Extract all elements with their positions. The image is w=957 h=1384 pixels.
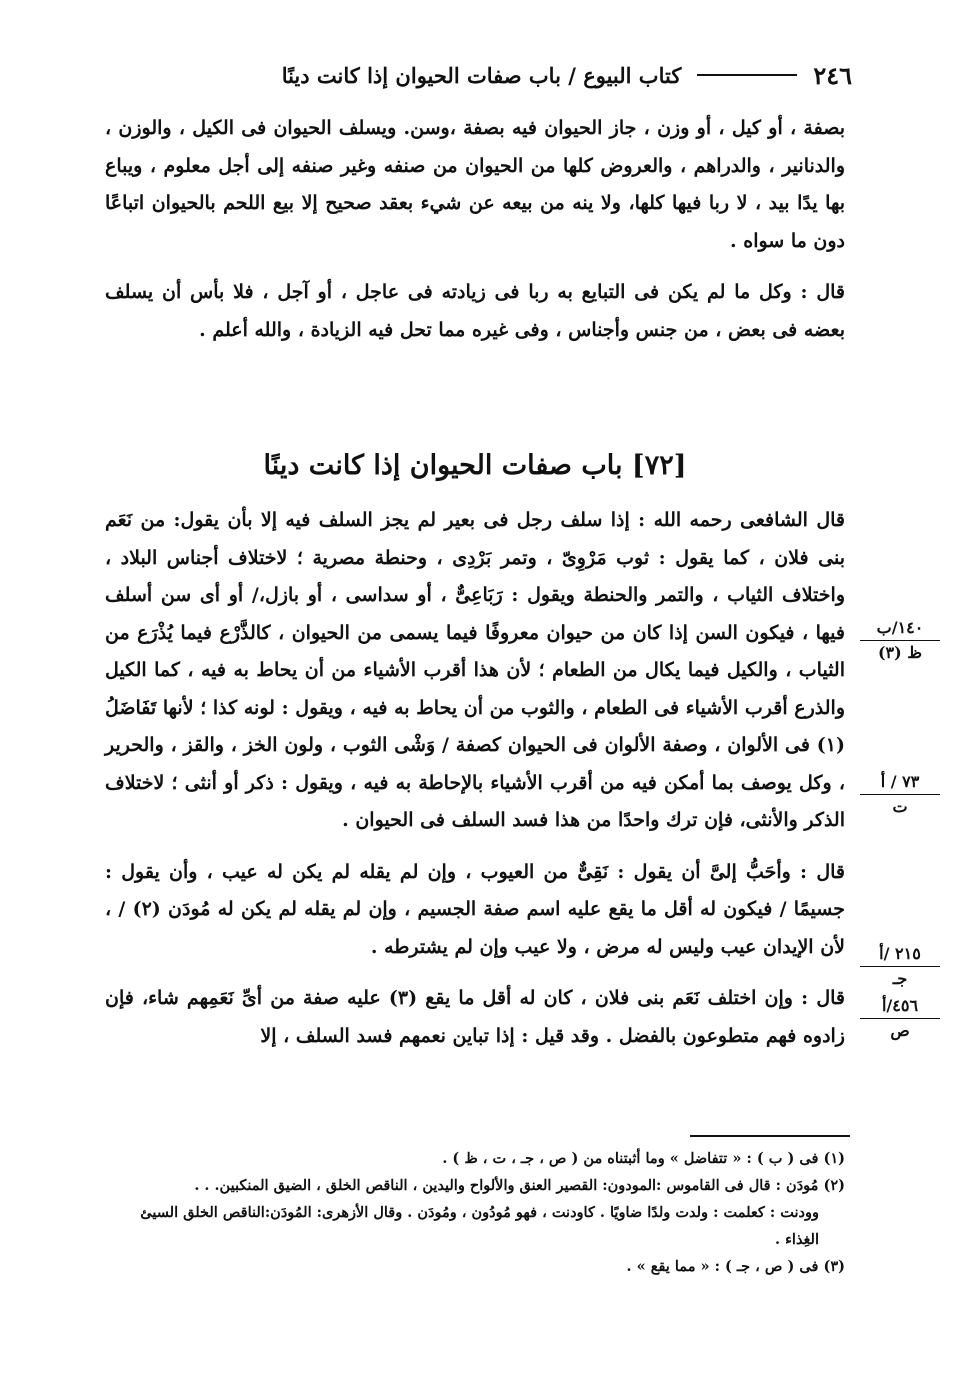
page-number: ٢٤٦ (813, 60, 852, 90)
margin-note (860, 618, 940, 663)
margin-note-top: ١٤٠/ب (860, 618, 940, 641)
footnote-continuation: وودنت : كعلمت : ولدت ولدًا ضاويًا . كاودنت ، فهو مُودُون ، ومُودَن . وقال الأزهرى: المُودَن:الناقص الخلق السيئ الغِذاء . (140, 1204, 819, 1248)
margin-note-bottom: جـ (892, 969, 908, 988)
paragraph (105, 502, 845, 840)
margin-note-bottom: ت (892, 797, 908, 816)
paragraph (105, 110, 845, 260)
paragraph-text: : وكل ما لم يكن فى التبايع به ربا فى زيادته فى عاجل ، أو آجل ، فلا بأس أن يسلف بعضه فى بعض ، من جنس وأجناس ، وفى غيره مما تحل فيه الزيادة ، والله أعلم . (105, 281, 845, 341)
margin-note-bottom: ظ (٣) (877, 643, 923, 662)
speaker-label: قال (816, 860, 845, 883)
page-header (108, 55, 852, 95)
chapter-title: [٧٢] باب صفات الحيوان إذا كانت دينًا (263, 450, 687, 481)
paragraph-text: رحمه الله : إذا سلف رجل فى بعير لم يجز السلف فيه إلا بأن يقول: من نَعَم بنى فلان ، كما يقول : ثوب مَرْوِىّ ، وتمر بَرْدِى ، وحنطة مصرية ؛ لاختلاف أجناس البلاد ، واختلاف الثياب ، والتمر والحنطة ويقول : رَبَاعِىٌّ ، أو سداسى ، أو بازل،/ أو أى سن أسلف فيها ، فيكون السن إذا كان من حيوان معروفًا فيما يسمى من الحيوان ، كالذَّرْع فيما يُذْرَع من الثياب ، والكيل فيما يكال من الطعام ؛ لأن هذا أقرب الأشياء من أن يحاط به فيه ، كما الكيل والذرع أقرب الأشياء فى الطعام ، والثوب من أن يحاط به فيه ، ويقول : لونه كذا ؛ لأنها تَفَاضَلُ (١) فى الألوان ، وصفة الألوان فى الحيوان كصفة / وَشْى الثوب ، ولون الخز ، والقز ، والحرير ، وكل يوصف بما أمكن فيه من أقرب الأشياء بالإحاطة به فيه ، ويقول : ذكر أو أنثى ؛ لاختلاف الذكر والأنثى، فإن ترك واحدًا من هذا فسد السلف فى الحيوان . (105, 509, 846, 831)
margin-note-top: ٢١٥ /أ (860, 944, 940, 967)
margin-note (860, 996, 940, 1041)
footnote: (٢) مُودَن : قال فى القاموس :المودون: القصير العنق والألواح واليدين ، الناقص الخلق ، الضيق المنكبين. . . (194, 1177, 845, 1194)
margin-note-top: ٤٥٦/أ (860, 996, 940, 1019)
speaker-label: قال الشافعى (740, 509, 845, 531)
paragraph-text: بصفة ، أو كيل ، أو وزن ، جاز الحيوان فيه بصفة ،وسن. ويسلف الحيوان فى الكيل ، والوزن ، والدنانير ، والدراهم ، والعروض كلها من الحيوان من صنفه وغير صنفه إلى أجل معلوم ، ويباع بها يدًا بيد ، لا ربا فيها كلها، ولا ينه من بيعه عن شيء بعقد صحيح إلا بيع اللحم بالحيوان اتباعًا دون ما سواه . (105, 117, 845, 252)
paragraph-text: : وإن اختلف نَعَم بنى فلان ، كان له أقل ما يقع (٣) عليه صفة من أىِّ نَعَمِهم شاء، فإن زادوه فهم متطوعون بالفضل . وقد قيل : إذا تباين نعمهم فسد السلف ، إلا (105, 987, 845, 1047)
margin-note (860, 772, 940, 817)
paragraph (105, 854, 845, 967)
header-rule (697, 74, 797, 76)
top-text-block (105, 110, 845, 349)
paragraph (105, 980, 845, 1055)
speaker-label: قال (816, 987, 845, 1009)
main-text-block (105, 502, 845, 1055)
footnote: (٣) فى ( ص ، جـ ) : « مما يقع » . (626, 1258, 845, 1275)
margin-note (860, 944, 940, 989)
paragraph (105, 274, 845, 349)
speaker-label: قال (816, 281, 846, 303)
running-title: كتاب البيوع / باب صفات الحيوان إذا كانت دينًا (281, 62, 682, 88)
footnotes (105, 1145, 845, 1280)
margin-note-top: ٧٣ / أ (860, 772, 940, 795)
paragraph-text: : وأحَبُّ إلىَّ أن يقول : نَقِىٌّ من العيوب ، وإن لم يقله لم يكن له عيب ، وأن يقول : جسيمًا / فيكون له أقل ما يقع عليه اسم صفة الجسيم ، وإن لم يقله لم يكن له مُودَن (٢) / ، لأن الإيدان عيب وليس له مرض ، ولا عيب وإن لم يشترطه . (105, 860, 845, 958)
footnote-rule (690, 1135, 850, 1137)
footnote: (١) فى ( ب ) : « تتفاضل » وما أثبتناه من ( ص ، جـ ، ت ، ظ ) . (442, 1150, 845, 1167)
margin-note-bottom: ص (890, 1021, 910, 1040)
